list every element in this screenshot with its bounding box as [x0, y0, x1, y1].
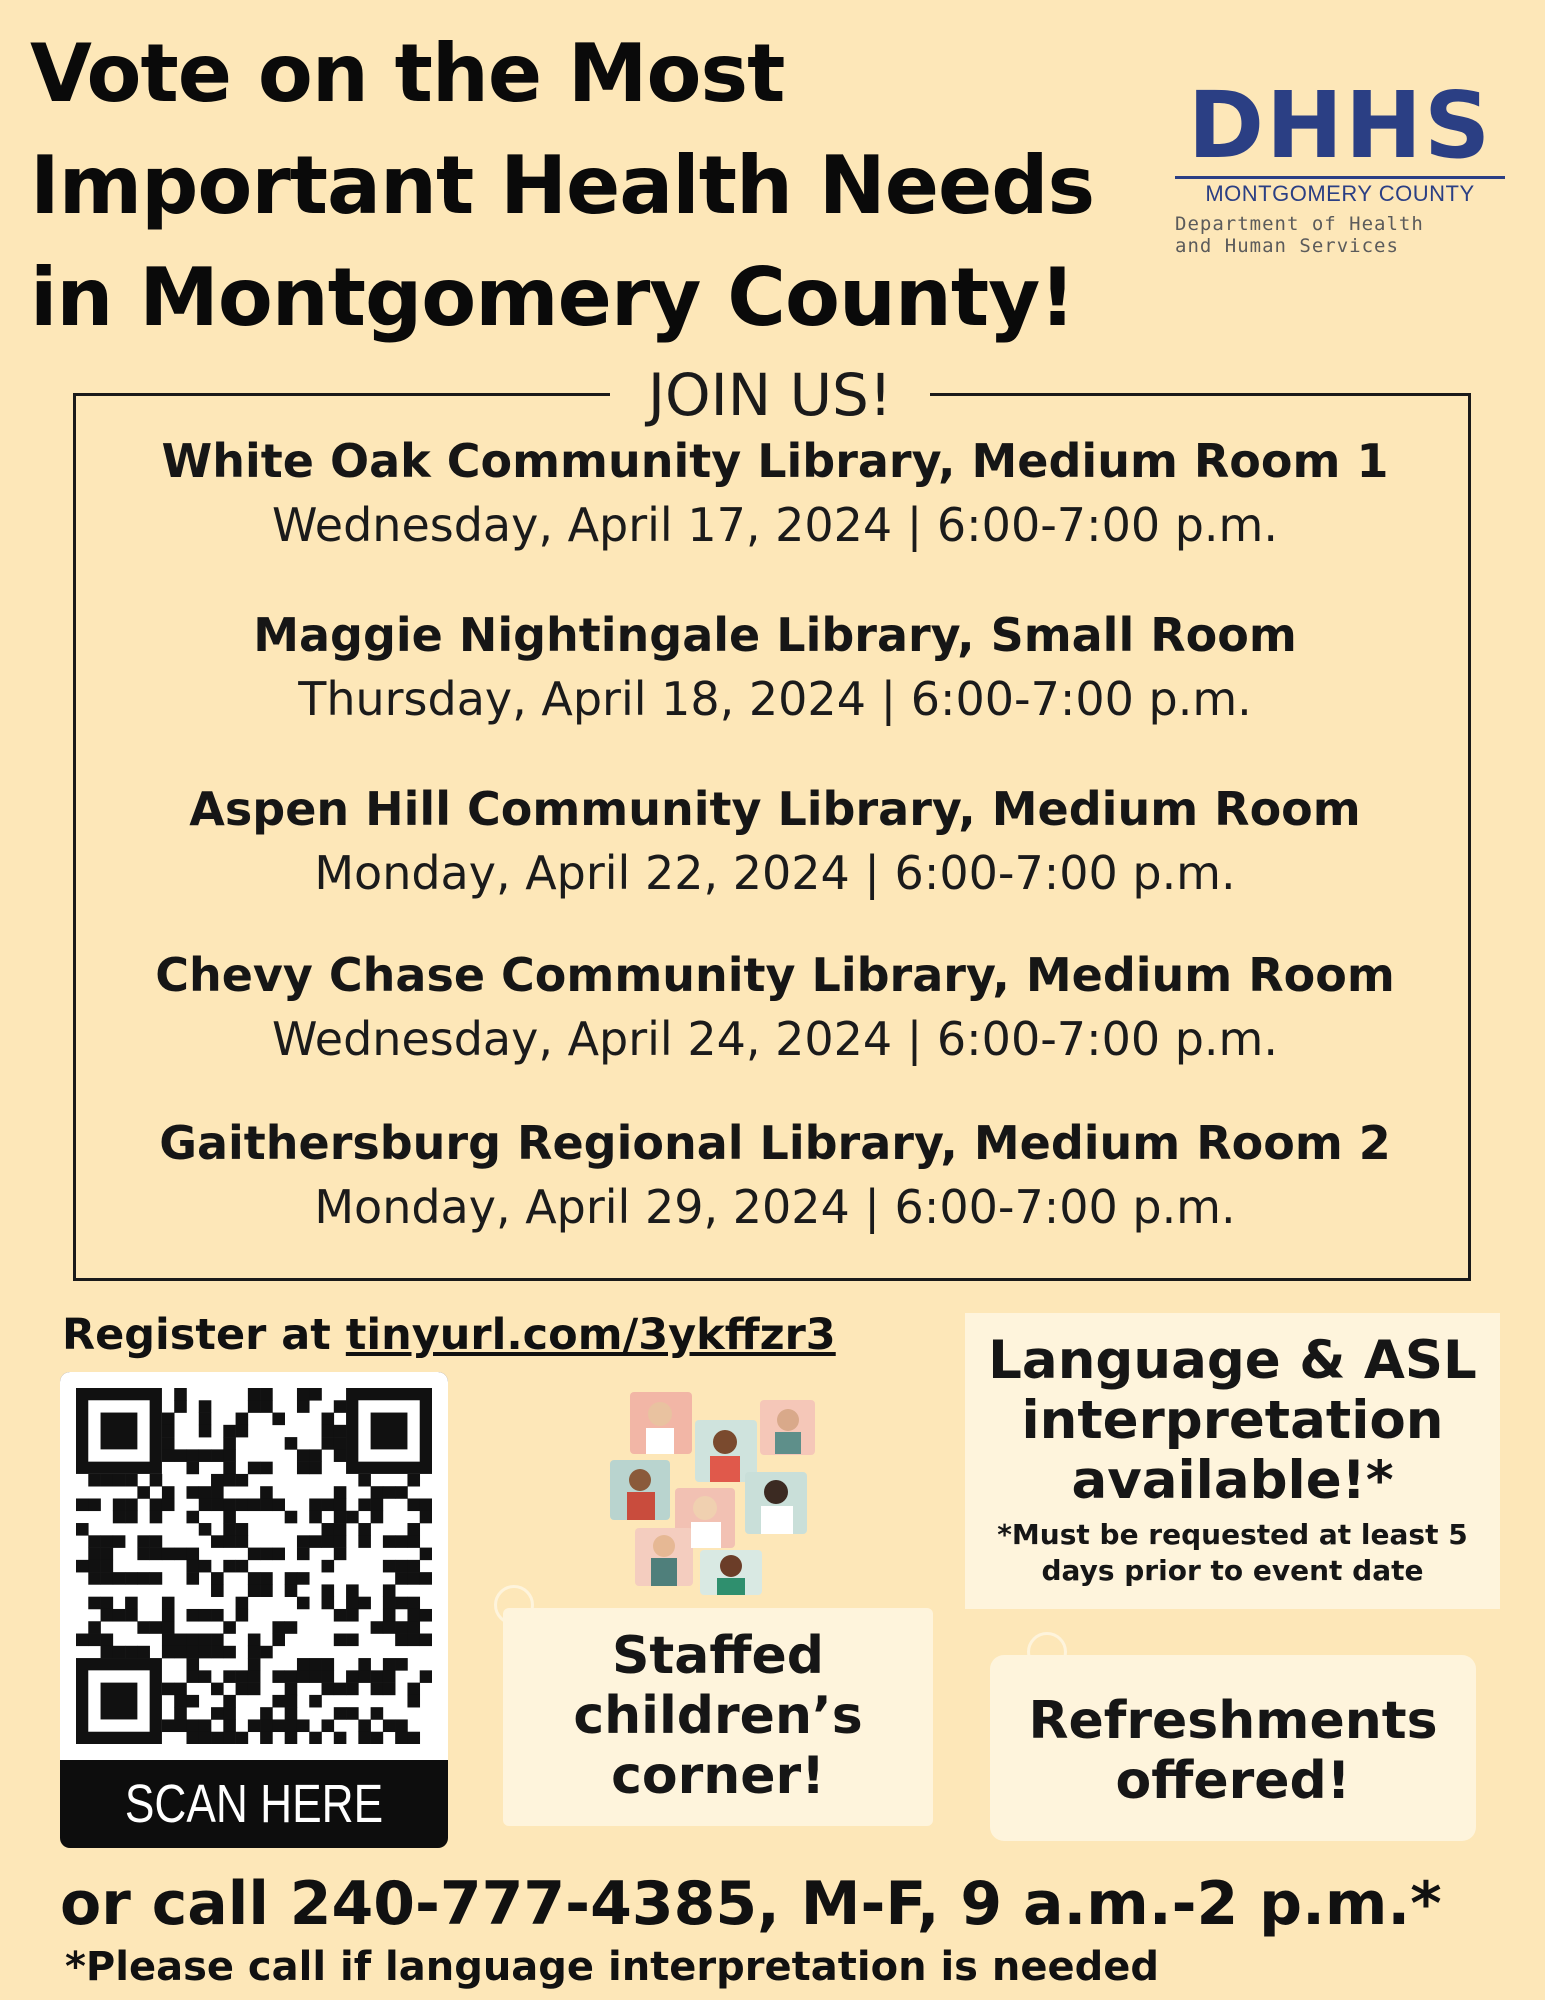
refreshments-box — [990, 1655, 1476, 1841]
event-datetime: Thursday, April 18, 2024 | 6:00-7:00 p.m. — [298, 672, 1252, 726]
people-illustration — [600, 1380, 850, 1600]
register-line — [62, 1305, 922, 1365]
event-venue: Aspen Hill Community Library, Medium Room — [189, 782, 1361, 836]
asl-line-1: Language & ASL — [988, 1330, 1477, 1391]
event-venue: White Oak Community Library, Medium Room 1 — [161, 434, 1389, 488]
childrens-corner-box — [503, 1608, 933, 1826]
event-datetime: Monday, April 29, 2024 | 6:00-7:00 p.m. — [314, 1180, 1236, 1234]
qr-code-graphic — [76, 1388, 432, 1744]
event-venue: Maggie Nightingale Library, Small Room — [253, 608, 1297, 662]
scan-here-label: SCAN HERE — [124, 1774, 384, 1834]
kids-line-3: corner! — [611, 1746, 825, 1806]
title-line-2: Important Health Needs — [30, 139, 1095, 232]
qr-code[interactable] — [60, 1372, 448, 1760]
title-line-1: Vote on the Most — [30, 27, 785, 120]
asl-interpretation-box — [965, 1313, 1500, 1609]
page-title — [30, 18, 1140, 354]
logo-department: Department of Health and Human Services — [1175, 213, 1424, 257]
event-item — [80, 604, 1470, 732]
event-venue: Chevy Chase Community Library, Medium Room — [155, 948, 1395, 1002]
event-item — [80, 430, 1470, 558]
event-datetime: Wednesday, April 17, 2024 | 6:00-7:00 p.m. — [272, 498, 1278, 552]
logo-wordmark: DHHS — [1187, 72, 1493, 179]
kids-line-1: Staffed — [611, 1626, 824, 1686]
call-line: or call 240-777-4385, M-F, 9 a.m.-2 p.m.* — [60, 1869, 1442, 1939]
event-datetime: Wednesday, April 24, 2024 | 6:00-7:00 p.m. — [272, 1012, 1278, 1066]
register-link[interactable]: tinyurl.com/3ykffzr3 — [345, 1310, 836, 1360]
asl-note-line-2: days prior to event date — [1041, 1554, 1424, 1587]
asl-note-line-1: *Must be requested at least 5 — [997, 1518, 1468, 1551]
asl-line-3: available!* — [1071, 1450, 1394, 1511]
event-item — [80, 1112, 1470, 1240]
dhhs-logo — [1175, 72, 1505, 257]
join-us-heading: JOIN US! — [610, 360, 930, 430]
kids-line-2: children’s — [573, 1686, 863, 1746]
register-prefix: Register at — [62, 1310, 346, 1360]
logo-county: MONTGOMERY COUNTY — [1175, 176, 1505, 207]
title-line-3: in Montgomery County! — [30, 251, 1075, 344]
footnote: *Please call if language interpretation is needed — [65, 1944, 1160, 1990]
event-item — [80, 778, 1470, 906]
event-datetime: Monday, April 22, 2024 | 6:00-7:00 p.m. — [314, 846, 1236, 900]
refresh-line-2: offered! — [1115, 1751, 1351, 1811]
asl-line-2: interpretation — [1021, 1390, 1444, 1451]
event-venue: Gaithersburg Regional Library, Medium Room 2 — [159, 1116, 1391, 1170]
event-item — [80, 944, 1470, 1072]
qr-card[interactable] — [60, 1372, 448, 1848]
refresh-line-1: Refreshments — [1028, 1691, 1438, 1751]
